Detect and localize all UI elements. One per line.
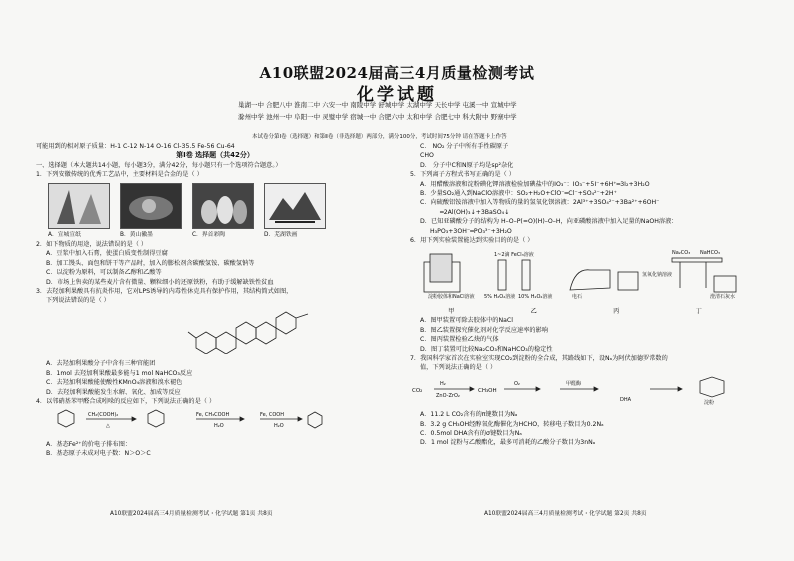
q6-apparatus	[410, 248, 750, 300]
q6-label-7: 澄清石灰水	[710, 294, 736, 301]
q1-options	[48, 231, 394, 240]
atomic-masses: 可能用到的相对原子质量：H-1 C-12 N-14 O-16 Cl-35.5 Fe-56 Cu-64	[36, 143, 235, 150]
q2-option-c[interactable]: C．以淀粉为原料，可以制备乙醇和乙酸等	[46, 269, 162, 277]
schools-line-2: 滁州中学 池州一中 阜阳一中 灵璧中学 宿城一中 合肥六中 太和中学 合肥七中 科大附中 野寨中学	[238, 113, 517, 121]
q6-option-c[interactable]: C．图丙装置检验乙炔的气体	[420, 336, 499, 344]
q4-reagent-3: Fe, CH₃COOH	[196, 412, 230, 419]
iron-painting-image	[264, 183, 326, 229]
right-footer: A10联盟2024届高三4月质量检测考试・化学试题 第2页 共8页	[484, 511, 647, 517]
q6-label-4: 10% H₂O₂溶液	[518, 294, 553, 301]
question-6: 6．用下列实验装置能达到实验目的的是（ ）	[410, 237, 534, 245]
q6-panel-jia: 甲	[448, 307, 455, 315]
question-3: 3．去羟加利果酸具有抗炎作用，它对LPS诱导的内毒性休克具有保护作用，其结构简式如图，	[36, 288, 293, 296]
left-footer: A10联盟2024届高三4月质量检测考试・化学试题 第1页 共8页	[110, 511, 273, 517]
q6-label-3: 5% H₂O₂溶液	[484, 294, 516, 301]
subject-title: 化学试题	[357, 85, 437, 105]
q7-co2: CO₂	[412, 387, 423, 394]
q4-reagent-5: Fe, COOH	[260, 412, 284, 419]
q7-reagent-1: H₂	[440, 380, 446, 387]
question-2: 2．如下物质的用途，说法错误的是（ ）	[36, 241, 148, 249]
q7-reagent-3: O₂	[514, 380, 520, 387]
q6-panel-bing: 丙	[613, 307, 620, 315]
right-column	[410, 142, 770, 448]
xuan-paper-image	[48, 183, 110, 229]
q4-reagent-1: CH₂(COOH)₂	[88, 412, 119, 419]
q7-dha: DHA	[620, 396, 632, 403]
q5-option-d-eq: H₃PO₃+3OH⁻═PO₃³⁻+3H₂O	[430, 227, 512, 235]
q7-scheme	[410, 375, 760, 405]
q3-structure	[186, 308, 316, 354]
q1-option-d[interactable]: D．芜湖铁画	[264, 231, 298, 238]
q7-reagent-2: ZnO-ZrO₂	[436, 392, 460, 399]
question-1: 1．下列安徽传统的优秀工艺品中，主要材料是合金的是（ ）	[36, 171, 203, 179]
q7-methanol: CH₃OH	[478, 387, 497, 394]
left-column	[36, 142, 394, 459]
q4-option-b[interactable]: B．基态原子未成对电子数：N＞O＞C	[46, 450, 151, 458]
section-title: 第Ⅰ卷 选择题（共42分）	[176, 151, 254, 160]
q4-reagent-6: H₂O	[274, 423, 284, 430]
q1-images	[48, 183, 394, 229]
q1-option-a[interactable]: A．宣城宣纸	[48, 231, 81, 238]
q3-option-a[interactable]: A．去羟加利果酸分子中含有三种官能团	[46, 360, 156, 368]
q5-option-c-cont: ═2Al(OH)₃↓+3BaSO₄↓	[440, 208, 510, 216]
q5-option-d-tail: ，向亚磷酸溶液中加入足量的NaOH溶液：	[560, 218, 678, 226]
q4-option-c-text: NO₂ 分子中所有手性碳原子	[432, 143, 509, 150]
q3-option-c[interactable]: C．去羟加利果酸能使酸性KMnO₄溶液和溴水褪色	[46, 379, 183, 387]
q6-option-a[interactable]: A．图甲装置可除去胶体中的NaCl	[420, 317, 513, 325]
q5-option-d[interactable]	[410, 217, 770, 226]
q7-option-d[interactable]: D．1 mol 淀粉与乙酸酯化，最多可消耗的乙酸分子数目为3nNₐ	[420, 439, 596, 447]
q4-option-a[interactable]: A．基态Fe²⁺的价电子排布图：	[46, 440, 132, 448]
question-7-cont: 值，下列说法正确的是（ ）	[420, 364, 497, 372]
q2-option-a[interactable]: A．豆浆中加入石膏，使蛋白质变性制得豆腐	[46, 250, 168, 258]
q4-reagent-4: H₂O	[214, 423, 224, 430]
q4-scheme	[36, 408, 336, 434]
question-3-cont: 下列说法错误的是（ ）	[46, 297, 110, 305]
q4-option-d[interactable]: D． 分子中C和N原子均是sp²杂化	[420, 161, 514, 169]
pottery-image	[192, 183, 254, 229]
q6-panel-yi: 乙	[530, 307, 537, 315]
q3-option-d[interactable]: D．去羟加利果酸能发生水解、氧化、加成等反应	[46, 388, 181, 396]
q4-reagent-2: △	[106, 423, 110, 430]
phosphorous-acid-structure: H–O–P(=O)(H)–O–H	[500, 218, 561, 226]
q5-option-a[interactable]: A．用醋酸溶液和淀粉碘化钾溶液检验加碘盐中的IO₃⁻：IO₃⁻+5I⁻+6H⁺═3I₂+3H₂O	[420, 180, 650, 188]
question-5: 5．下列离子方程式书写正确的是（ ）	[410, 171, 515, 179]
q2-option-b[interactable]: B．加工馒头、面包和饼干等产品时，加入的膨松剂含碳酸氢铵、碳酸氢钠等	[46, 259, 255, 267]
exam-note: 本试卷分第Ⅰ卷（选择题）和第Ⅱ卷（非选择题）两部分，满分100分，考试时间75分钟 请在答题卡上作答	[252, 134, 507, 140]
q7-starch: 淀粉	[704, 399, 715, 405]
q6-option-b[interactable]: B．图乙装置探究催化剂对化学反应速率的影响	[420, 326, 548, 334]
q6-label-1: 淀粉胶体和NaCl溶液	[428, 294, 475, 301]
q4-option-c[interactable]	[410, 142, 770, 151]
q3-option-b[interactable]: B．1mol 去羟加利果酸最多能与1 mol NaHCO₃反应	[46, 369, 193, 377]
q5-option-b[interactable]: B．少量SO₂通入到NaClO溶液中：SO₂+H₂O+ClO⁻═Cl⁻+SO₄²⁻+2H⁺	[420, 190, 617, 198]
q7-option-c[interactable]: C．0.5mol DHA含有的σ键数目为Nₐ	[420, 429, 522, 437]
q6-label-9: NaHCO₃	[700, 250, 720, 257]
q4-option-c-prefix: C．	[420, 143, 431, 150]
exam-title: A10联盟2024届高三4月质量检测考试	[259, 64, 535, 82]
q4-option-d-label: CHO	[420, 152, 434, 160]
q6-panel-ding: 丁	[695, 307, 702, 315]
q7-option-a[interactable]: A．11.2 L CO₂含有的π键数目为Nₐ	[420, 411, 518, 419]
q6-label-5: 氢氧化钠溶液	[642, 272, 673, 279]
q7-option-b[interactable]: B．3.2 g CH₃OH经醇氧化酶催化为HCHO，转移电子数目为0.2Nₐ	[420, 420, 604, 428]
q6-label-6: 电石	[572, 294, 583, 301]
q6-option-d[interactable]: D．图丁装置可比较Na₂CO₃和NaHCO₃的稳定性	[420, 345, 553, 353]
q2-option-d[interactable]: D．市场上售卖的某些麦片含有微量、颗粒细小的还原铁粉，有助于缓解缺铁性贫血	[46, 278, 274, 286]
q1-option-b[interactable]: B．黄山徽墨	[120, 231, 153, 238]
q6-panels	[410, 307, 740, 316]
q6-label-2: 1~2滴 FeCl₃溶液	[494, 252, 534, 259]
q7-enzyme: 甲醛酶	[566, 380, 582, 387]
question-7: 7．我国科学家首次在实验室实现CO₂到淀粉的全合成，其路线如下，设Nₐ为阿伏加德罗常数的	[410, 354, 668, 362]
hui-ink-image	[120, 183, 182, 229]
q5-option-d-text: D．已知亚磷酸分子的结构为	[420, 218, 500, 226]
section-intro: 一、选择题（本大题共14小题，每小题3分，满分42分，每小题只有一个选项符合题意。）	[36, 161, 282, 169]
q1-option-c[interactable]: C．界首彩陶	[192, 231, 226, 238]
q6-label-8: Na₂CO₃	[672, 250, 691, 257]
q5-option-c[interactable]: C．向硫酸铝铵溶液中加入等物质的量的氢氧化钡溶液：2Al³⁺+3SO₄²⁻+3Ba²⁺+6OH⁻	[420, 199, 660, 207]
schools-line-1: 巢湖一中 合肥八中 淮南二中 六安一中 南陵中学 舒城中学 太湖中学 天长中学 屯溪一中 宣城中学	[238, 101, 517, 109]
question-4: 4．以邻硝基苯甲醛合成吲哚的反应如下，下列说法正确的是（ ）	[36, 397, 216, 405]
